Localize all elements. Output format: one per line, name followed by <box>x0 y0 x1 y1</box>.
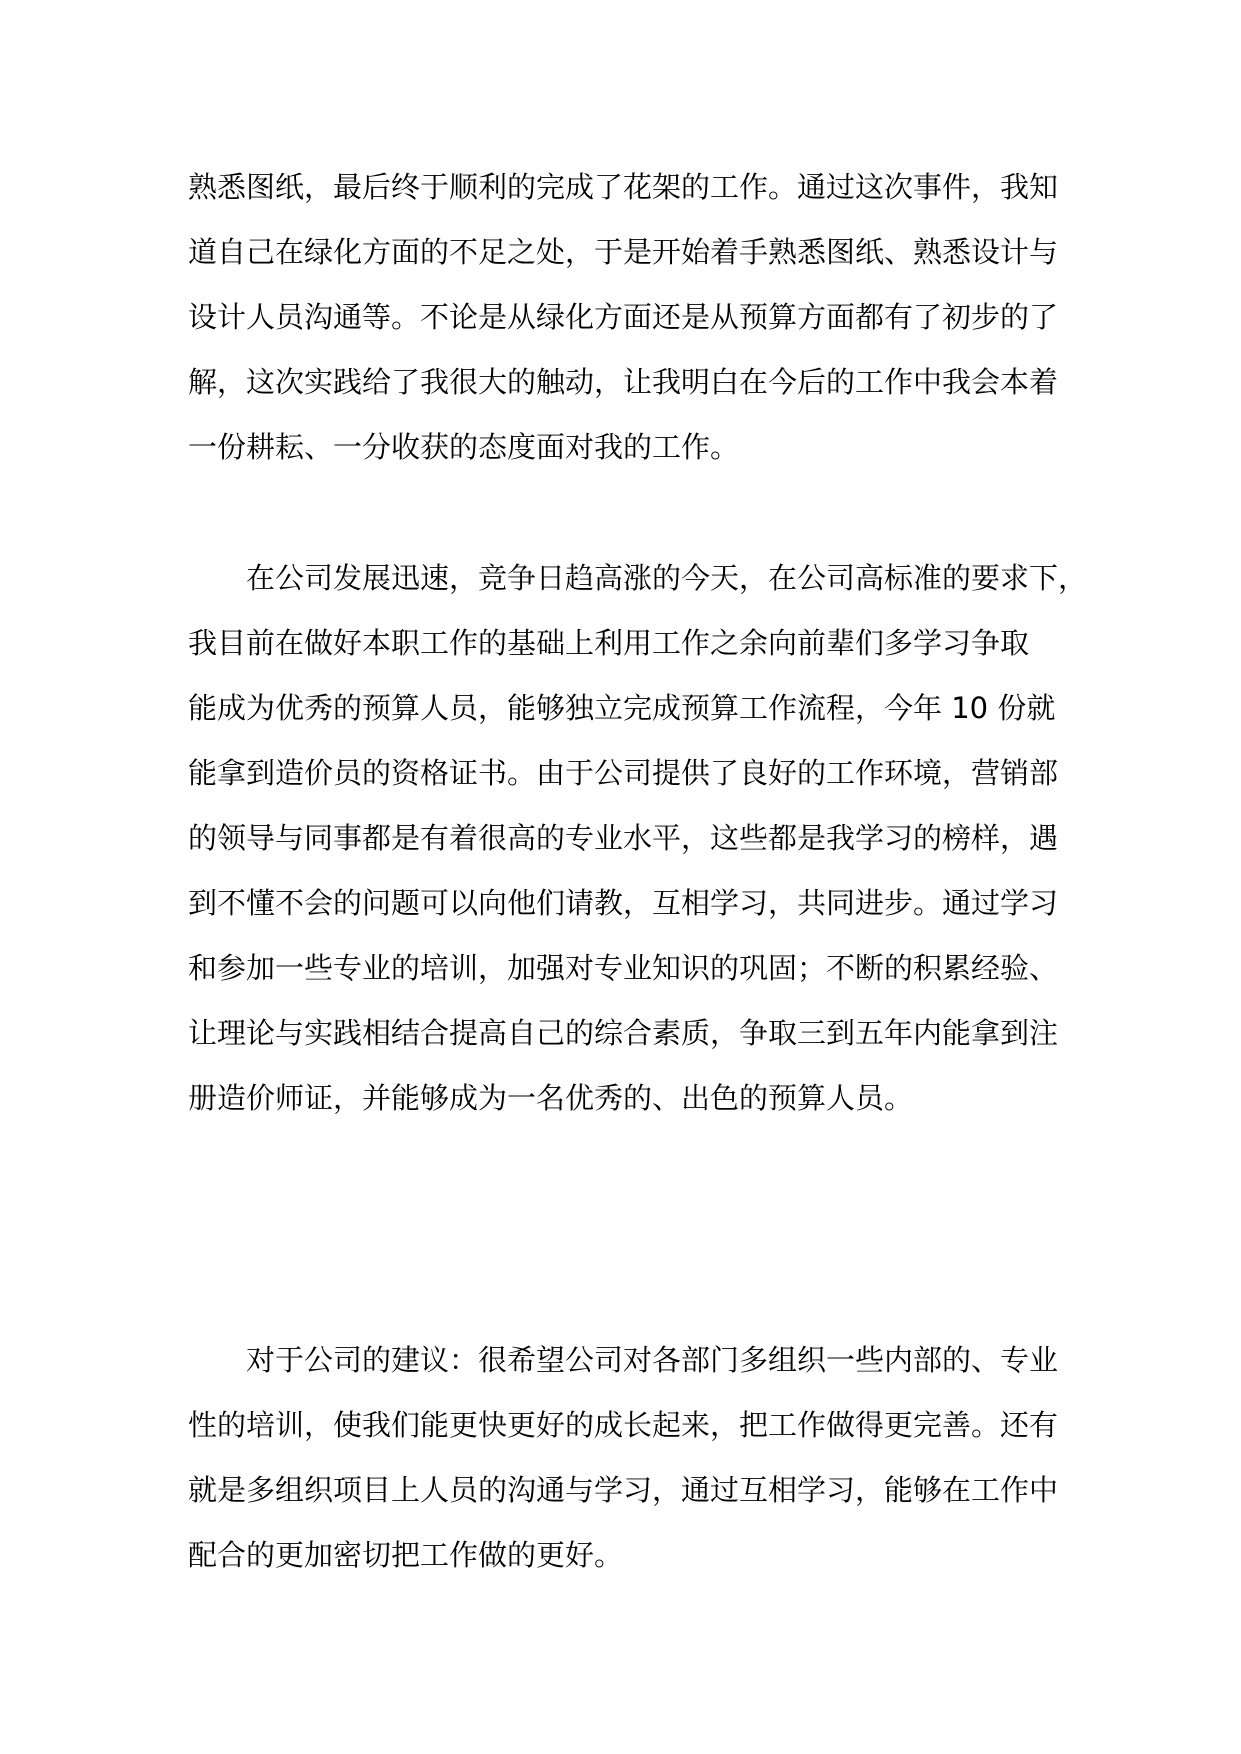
text-line: 让理论与实践相结合提高自己的综合素质，争取三到五年内能拿到注 <box>188 1016 1059 1050</box>
text-line: 在公司发展迅速，竞争日趋高涨的今天，在公司高标准的要求下， <box>246 561 1088 595</box>
paragraph-2 <box>188 546 1088 1131</box>
text-line: 到不懂不会的问题可以向他们请教，互相学习，共同进步。通过学习 <box>188 886 1059 920</box>
text-line: 对于公司的建议：很希望公司对各部门多组织一些内部的、专业 <box>246 1343 1059 1377</box>
text-line: 就是多组织项目上人员的沟通与学习，通过互相学习，能够在工作中 <box>188 1473 1059 1507</box>
text-line: 熟悉图纸，最后终于顺利的完成了花架的工作。通过这次事件，我知 <box>188 170 1059 204</box>
text-line: 册造价师证，并能够成为一名优秀的、出色的预算人员。 <box>188 1081 914 1115</box>
paragraph-1 <box>188 155 1068 480</box>
text-line: 能拿到造价员的资格证书。由于公司提供了良好的工作环境，营销部 <box>188 756 1059 790</box>
text-line: 我目前在做好本职工作的基础上利用工作之余向前辈们多学习争取 <box>188 626 1030 660</box>
text-line: 设计人员沟通等。不论是从绿化方面还是从预算方面都有了初步的了 <box>188 300 1059 334</box>
text-line: 和参加一些专业的培训，加强对专业知识的巩固；不断的积累经验、 <box>188 951 1059 985</box>
text-line: 性的培训，使我们能更快更好的成长起来，把工作做得更完善。还有 <box>188 1408 1059 1442</box>
text-line: 能成为优秀的预算人员，能够独立完成预算工作流程，今年 10 份就 <box>188 691 1056 725</box>
text-line: 的领导与同事都是有着很高的专业水平，这些都是我学习的榜样，遇 <box>188 821 1059 855</box>
text-line: 配合的更加密切把工作做的更好。 <box>188 1538 624 1572</box>
text-line: 一份耕耘、一分收获的态度面对我的工作。 <box>188 430 740 464</box>
paragraph-3 <box>188 1328 1068 1588</box>
text-line: 道自己在绿化方面的不足之处，于是开始着手熟悉图纸、熟悉设计与 <box>188 235 1059 269</box>
text-line: 解，这次实践给了我很大的触动，让我明白在今后的工作中我会本着 <box>188 365 1059 399</box>
